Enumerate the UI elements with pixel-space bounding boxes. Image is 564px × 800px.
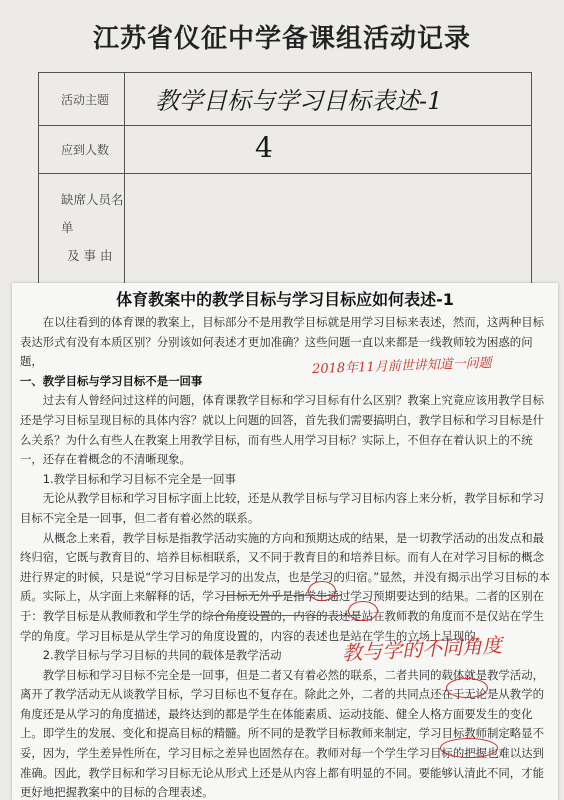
expected-attendance-label: 应到人数 [39,125,125,173]
article-title: 体育教案中的教学目标与学习目标应如何表述-1 [116,290,454,309]
row-activity-theme [39,73,531,126]
form-title: 江苏省仪征中学备课组活动记录 [92,24,471,54]
circle-mark [348,601,378,621]
row-expected-attendance [39,125,531,174]
printed-article [12,283,558,800]
paragraph: 教学目标和学习目标不完全是一回事，但是二者又有着必然的联系，二者共同的载体就是教学活动，离开了教学活动无从谈教学目标，学习目标也不复存在。除此之外，二者的共同点还在于无论是从教学的角度还是从学习的角度描述，最终达到的都是学生在体能素质、运动技能、健全人格方面要发生的变化上。即学生的发展、变化和提高目标的精髓。所不同的是教学目标教师来制定，学习目标教师制定略显不妥，因为，学生差异性所在，学习目标之差异也固然存在。教师对每一个学生学习目标的把握也难以达到准确。因此，教学目标和学习目标无论从形式上还是从内容上都有明显的不同。要能够认清此不同，才能更好地把握教案中的目标的合理表述。 [20,667,544,800]
section-heading: 一、教学目标与学习目标不是一回事 [20,373,203,388]
paragraph: 无论从教学目标和学习目标字面上比较，还是从教学目标与学习目标内容上来分析，教学目标和学习目标不完全是一回事，但二者有着必然的联系。 [20,491,544,525]
circle-mark [446,678,488,698]
article-body [20,313,552,800]
subheading: 2.教学目标与学习目标的共同的载体是教学活动 [42,648,282,663]
activity-theme-value: 教学目标与学习目标表述-1 [155,87,443,115]
expected-attendance-value: 4 [255,131,273,164]
absentees-label-line1: 缺席人员名单 [61,192,124,235]
circle-mark [308,581,336,601]
paragraph: 过去有人曾经问过这样的问题，体育课教学目标和学习目标有什么区别？教案上究竟应该用教学目标还是学习目标呈现目标的具体内容？就以上问题的回答，首先我们需要搞明白，教学目标和学习目标是什么关系？为什么有些人在教案上用教学目标，而有些人用学习目标？实际上，不但存在着认识上的不统一，还存在着概念的不清晰现象。 [20,393,544,467]
circle-mark [440,738,498,758]
absentees-label [39,173,125,283]
absentees-label-line2: 及 事 由 [67,248,113,263]
paragraph: 在以往看到的体育课的教案上，目标部分不是用教学目标就是用学习目标来表述，然而，这两种目标表达形式有没有本质区别？分别该如何表述才更加准确？这些问题一直以来都是一线教师较为困惑的问题， [20,315,544,369]
activity-theme-label: 活动主题 [39,73,125,125]
subheading: 1.教学目标和学习目标不完全是一回事 [42,471,236,486]
underline-mark [210,615,360,616]
paragraph: 从概念上来看，教学目标是指教学活动实施的方向和预期达成的结果，是一切教学活动的出发点和最终归宿，它既与教育目的、培养目标相联系，又不同于教育目的和培养目标。而有人在对学习目标的概念进行界定的时候，只是说“学习目标是学习的出发点，也是学习的归宿。”显然，并没有揭示出学习目标的本质。实际上，从字面上来解释的话，学习目标无外乎是指学生通过学习预期要达到的结果。二者的区别在于：教学目标是从教师教和学生学的综合角度设置的，内容的表述是站在教师教的角度而不是仅站在学生学的角度。学习目标是从学生学习的角度设置的，内容的表述也是站在学生的立场上呈现的。 [20,530,551,643]
handwritten-angle-note: 教与学的不同角度 [341,632,503,666]
handwritten-date-note: 2018年11月前世讲知道一问题 [311,355,492,378]
